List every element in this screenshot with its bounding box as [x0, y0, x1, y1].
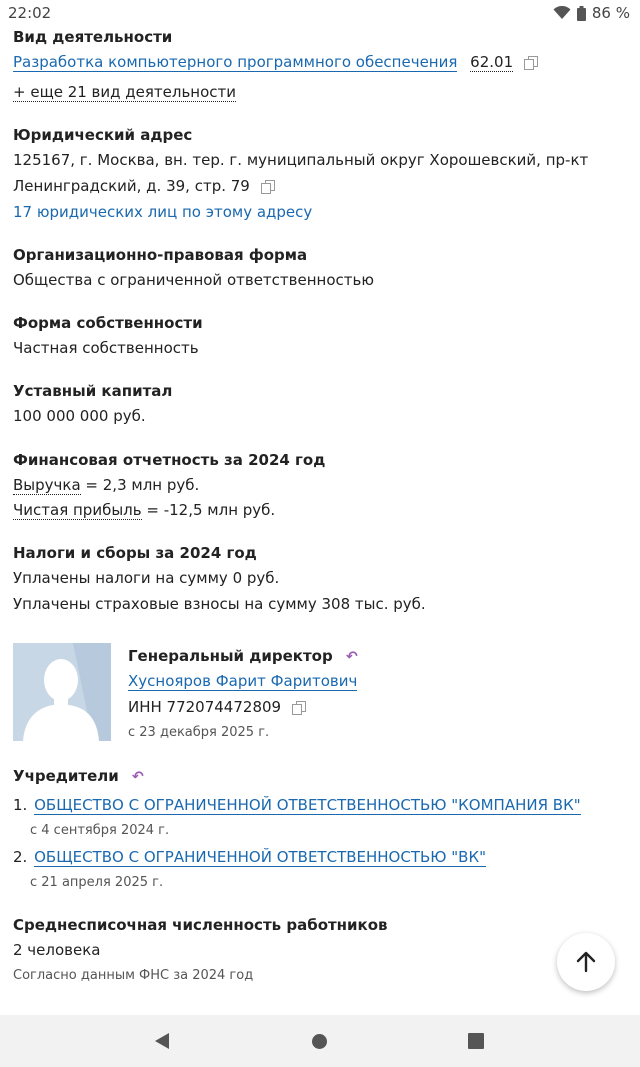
finance-revenue-row: [13, 476, 199, 494]
legal-form-heading: Организационно-правовая форма: [13, 246, 308, 264]
ownership-value: Частная собственность: [13, 339, 199, 357]
battery-percent: 86 %: [591, 4, 630, 22]
home-icon[interactable]: [311, 1033, 328, 1050]
founder-since: с 21 апреля 2025 г.: [30, 875, 164, 890]
founder-number: 1.: [13, 796, 28, 814]
scroll-to-top-button[interactable]: [557, 933, 615, 991]
director-inn: ИНН 772074472809: [128, 698, 282, 716]
activity-main-row: [13, 53, 537, 71]
founders-heading: Учредители: [13, 767, 119, 785]
recents-icon[interactable]: [468, 1033, 484, 1049]
status-time: 22:02: [8, 4, 52, 22]
capital-value: 100 000 000 руб.: [13, 407, 146, 425]
arrow-up-icon: [575, 951, 597, 973]
employees-heading: Среднесписочная численность работников: [13, 916, 388, 934]
founders-heading-row: [13, 767, 144, 785]
activity-heading: Вид деятельности: [13, 28, 173, 46]
copy-icon[interactable]: [524, 56, 537, 69]
copy-icon[interactable]: [261, 180, 274, 193]
status-bar: [0, 0, 640, 26]
profit-label[interactable]: Чистая прибыль: [13, 501, 142, 519]
revenue-label[interactable]: Выручка: [13, 476, 81, 494]
director-avatar: [13, 643, 111, 741]
director-inn-row: [128, 698, 305, 716]
address-line1: 125167, г. Москва, вн. тер. г. муниципальный округ Хорошевский, пр-кт: [13, 151, 589, 169]
founder-number: 2.: [13, 848, 28, 866]
finance-heading: Финансовая отчетность за 2024 год: [13, 451, 326, 469]
taxes-heading: Налоги и сборы за 2024 год: [13, 544, 257, 562]
history-icon[interactable]: ↶: [132, 769, 144, 785]
address-line2-row: [13, 177, 274, 195]
address-entities-link[interactable]: 17 юридических лиц по этому адресу: [13, 203, 313, 221]
status-icons: [553, 4, 630, 22]
activity-more-link[interactable]: + еще 21 вид деятельности: [13, 83, 237, 101]
director-title: Генеральный директор: [128, 647, 333, 665]
founder-item: [13, 848, 486, 866]
battery-icon: [577, 6, 586, 21]
director-since: с 23 декабря 2025 г.: [128, 725, 270, 740]
revenue-value: = 2,3 млн руб.: [80, 476, 200, 494]
founder-link[interactable]: ОБЩЕСТВО С ОГРАНИЧЕННОЙ ОТВЕТСТВЕННОСТЬЮ "ВК": [34, 848, 486, 866]
ownership-heading: Форма собственности: [13, 314, 203, 332]
founder-item: [13, 796, 581, 814]
wifi-icon: [553, 6, 571, 20]
android-nav-bar: [0, 1015, 640, 1067]
director-name-row: [128, 672, 357, 690]
activity-main-link[interactable]: Разработка компьютерного программного обеспечения: [13, 53, 458, 71]
address-line2: Ленинградский, д. 39, стр. 79: [13, 177, 250, 195]
taxes-line1: Уплачены налоги на сумму 0 руб.: [13, 569, 280, 587]
employees-value: 2 человека: [13, 941, 101, 959]
founder-since: с 4 сентября 2024 г.: [30, 823, 170, 838]
address-heading: Юридический адрес: [13, 126, 193, 144]
taxes-line2: Уплачены страховые взносы на сумму 308 тыс. руб.: [13, 595, 426, 613]
activity-more-row: [13, 83, 236, 101]
finance-profit-row: [13, 501, 275, 519]
director-title-row: [128, 647, 358, 665]
back-icon[interactable]: [153, 1032, 171, 1050]
profit-value: = -12,5 млн руб.: [141, 501, 276, 519]
employees-note: Согласно данным ФНС за 2024 год: [13, 968, 254, 983]
person-silhouette-icon: [13, 643, 111, 741]
founder-link[interactable]: ОБЩЕСТВО С ОГРАНИЧЕННОЙ ОТВЕТСТВЕННОСТЬЮ "КОМПАНИЯ ВК": [34, 796, 581, 814]
director-name-link[interactable]: Хуснояров Фарит Фаритович: [128, 672, 358, 690]
capital-heading: Уставный капитал: [13, 382, 173, 400]
history-icon[interactable]: ↶: [345, 649, 358, 665]
activity-code: 62.01: [470, 53, 514, 71]
legal-form-value: Общества с ограниченной ответственностью: [13, 271, 374, 289]
copy-icon[interactable]: [292, 701, 305, 714]
address-link-row: [13, 203, 312, 221]
